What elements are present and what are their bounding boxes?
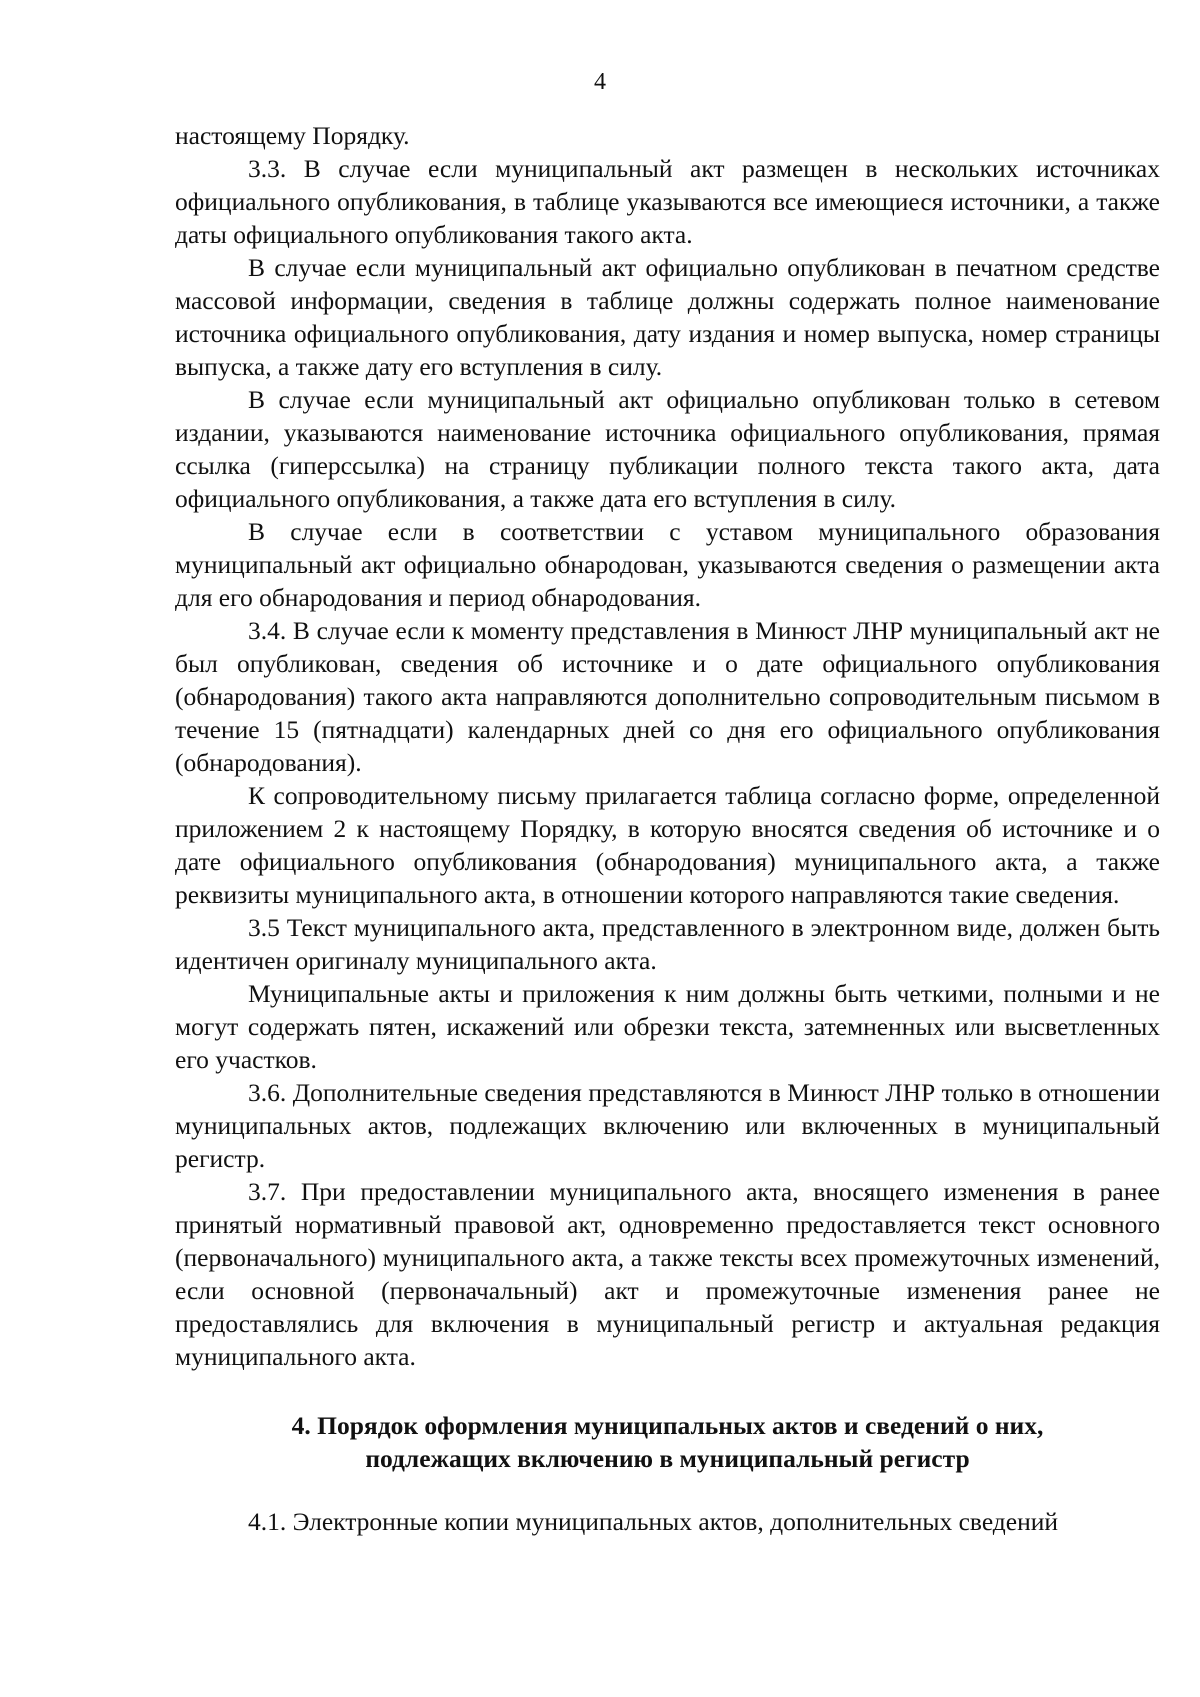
paragraph: Муниципальные акты и приложения к ним должны быть четкими, полными и не могут содержать пятен, искажений или обрезки текста, затемненных или высветленных его участков. [175,979,1160,1074]
paragraph-3-6: 3.6. Дополнительные сведения представляются в Минюст ЛНР только в отношении муниципальных актов, подлежащих включению или включенных в муниципальный регистр. [175,1078,1160,1173]
document-body [175,119,1160,1538]
paragraph: К сопроводительному письму прилагается таблица согласно форме, определенной приложением 2 к настоящему Порядку, в которую вносятся сведения об источнике и о дате официального опубликования (обнародования) муниципального акта, а также реквизиты муниципального акта, в отношении которого направляются такие сведения. [175,781,1160,909]
paragraph: В случае если в соответствии с уставом муниципального образования муниципальный акт официально обнародован, указываются сведения о размещении акта для его обнародования и период обнародования. [175,517,1160,612]
paragraph-3-4: 3.4. В случае если к моменту представления в Минюст ЛНР муниципальный акт не был опубликован, сведения об источнике и о дате официального опубликования (обнародования) такого акта направляются дополнительно сопроводительным письмом в течение 15 (пятнадцати) календарных дней со дня его официального опубликования (обнародования). [175,616,1160,777]
paragraph-3-3: 3.3. В случае если муниципальный акт размещен в нескольких источниках официального опубликования, в таблице указываются все имеющиеся источники, а также даты официального опубликования такого акта. [175,154,1160,249]
paragraph: В случае если муниципальный акт официально опубликован только в сетевом издании, указываются наименование источника официального опубликования, прямая ссылка (гиперссылка) на страницу публикации полного текста такого акта, дата официального опубликования, а также дата его вступления в силу. [175,385,1160,513]
section-heading [175,1409,1160,1475]
section-heading-line: 4. Порядок оформления муниципальных актов и сведений о них, [291,1411,1044,1440]
paragraph-3-7: 3.7. При предоставлении муниципального акта, вносящего изменения в ранее принятый нормативный правовой акт, одновременно предоставляется текст основного (первоначального) муниципального акта, а также тексты всех промежуточных изменений, если основной (первоначальный) акт и промежуточные изменения ранее не предоставлялись для включения в муниципальный регистр и актуальная редакция муниципального акта. [175,1177,1160,1371]
paragraph: настоящему Порядку. [175,121,410,150]
paragraph-4-1: 4.1. Электронные копии муниципальных актов, дополнительных сведений [248,1507,1059,1536]
paragraph-3-5: 3.5 Текст муниципального акта, представленного в электронном виде, должен быть идентичен оригиналу муниципального акта. [175,913,1160,975]
section-heading-line: подлежащих включению в муниципальный регистр [365,1444,970,1473]
paragraph: В случае если муниципальный акт официально опубликован в печатном средстве массовой информации, сведения в таблице должны содержать полное наименование источника официального опубликования, дату издания и номер выпуска, номер страницы выпуска, а также дату его вступления в силу. [175,253,1160,381]
page-number: 4 [594,69,606,95]
